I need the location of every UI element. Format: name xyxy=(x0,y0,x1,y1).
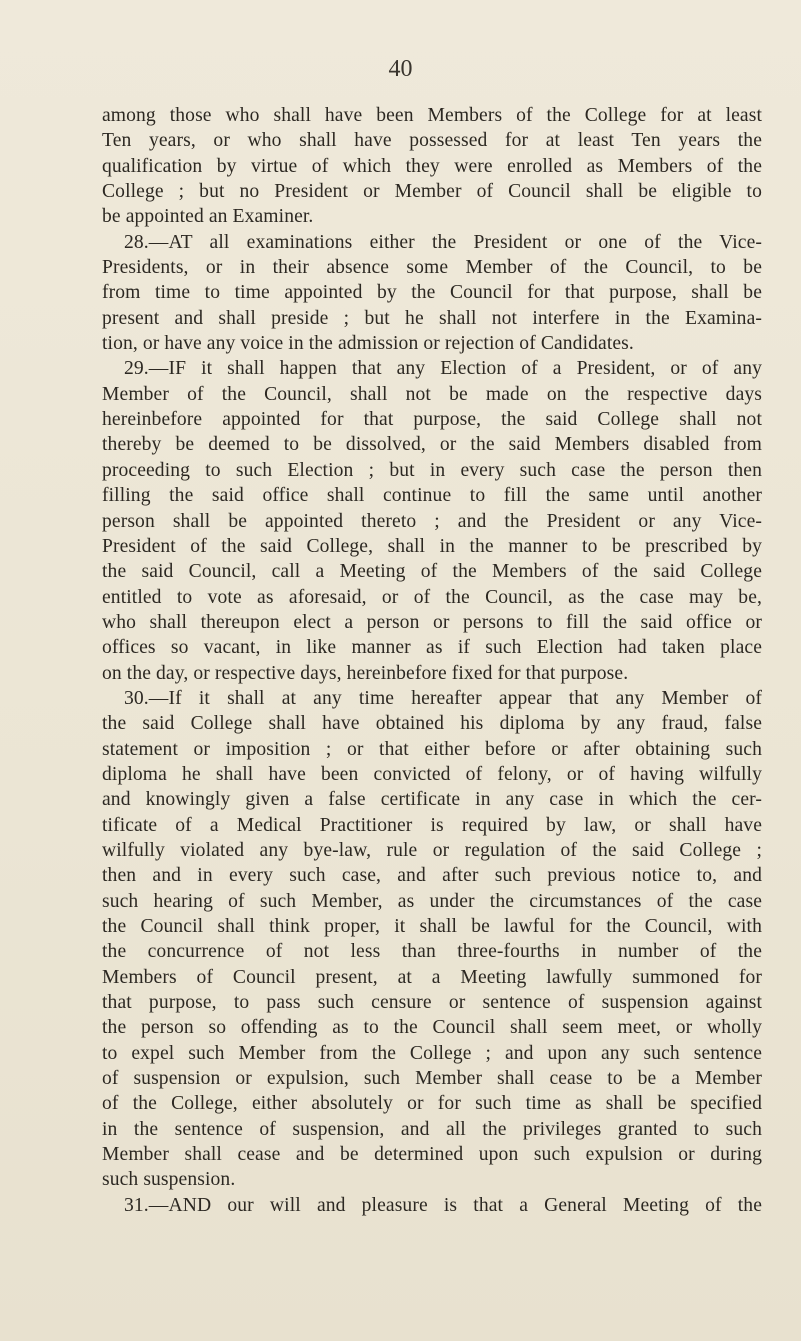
text-line: who shall thereupon elect a person or persons to fill the said office or xyxy=(102,611,762,633)
text-line: such hearing of such Member, as under the circumstances of the case xyxy=(102,890,762,912)
text-line: 28.—AT all examinations either the President or one of the Vice- xyxy=(124,231,762,253)
text-line: Members of Council present, at a Meeting lawfully summoned for xyxy=(102,966,762,988)
text-line: and knowingly given a false certificate in any case in which the cer- xyxy=(102,789,762,811)
text-line: be appointed an Examiner. xyxy=(102,206,314,228)
text-line: President of the said College, shall in the manner to be prescribed by xyxy=(102,535,762,557)
text-line: 29.—IF it shall happen that any Election of a President, or of any xyxy=(124,358,762,380)
text-line: the said College shall have obtained his diploma by any fraud, false xyxy=(102,713,762,735)
text-line: then and in every such case, and after such previous notice to, and xyxy=(102,865,762,887)
text-line: Member of the Council, shall not be made on the respective days xyxy=(102,383,762,405)
text-line: person shall be appointed thereto ; and the President or any Vice- xyxy=(102,510,762,532)
page-number: 40 xyxy=(388,56,413,82)
text-line: from time to time appointed by the Council for that purpose, shall be xyxy=(102,282,762,304)
text-line: the said Council, call a Meeting of the Members of the said College xyxy=(102,561,762,583)
text-line: proceeding to such Election ; but in every such case the person then xyxy=(102,459,762,481)
text-line: statement or imposition ; or that either before or after obtaining such xyxy=(102,738,762,760)
text-line: 30.—If it shall at any time hereafter appear that any Member of xyxy=(124,687,762,709)
text-line: tificate of a Medical Practitioner is required by law, or shall have xyxy=(102,814,762,836)
text-line: filling the said office shall continue to fill the same until another xyxy=(102,485,762,507)
text-line: offices so vacant, in like manner as if such Election had taken place xyxy=(102,637,762,659)
text-line: to expel such Member from the College ; and upon any such sentence xyxy=(102,1042,762,1064)
text-line: that purpose, to pass such censure or sentence of suspension against xyxy=(102,992,762,1014)
text-line: in the sentence of suspension, and all the privileges granted to such xyxy=(102,1118,762,1140)
text-line: hereinbefore appointed for that purpose, the said College shall not xyxy=(102,409,762,431)
text-line: among those who shall have been Members of the College for at least xyxy=(102,105,762,126)
text-line: tion, or have any voice in the admission or rejection of Candidates. xyxy=(102,333,634,355)
text-line: the Council shall think proper, it shall be lawful for the Council, with xyxy=(102,916,762,937)
text-line: College ; but no President or Member of Council shall be eligible to xyxy=(102,181,762,203)
text-line: of the College, either absolutely or for such time as shall be specified xyxy=(102,1093,762,1115)
text-line: such suspension. xyxy=(102,1169,236,1191)
text-line: thereby be deemed to be dissolved, or the said Members disabled from xyxy=(102,434,762,456)
text-line: 31.—AND our will and pleasure is that a General Meeting of the xyxy=(124,1194,762,1216)
text-line: of suspension or expulsion, such Member shall cease to be a Member xyxy=(102,1068,762,1090)
body-text xyxy=(102,103,762,1218)
text-line: present and shall preside ; but he shall not interfere in the Examina- xyxy=(102,307,762,329)
text-line: diploma he shall have been convicted of felony, or of having wilfully xyxy=(102,763,762,785)
text-line: Member shall cease and be determined upon such expulsion or during xyxy=(102,1144,762,1166)
text-line: the person so offending as to the Council shall seem meet, or wholly xyxy=(102,1017,762,1039)
text-line: wilfully violated any bye-law, rule or regulation of the said College ; xyxy=(102,839,762,861)
text-line: on the day, or respective days, hereinbefore fixed for that purpose. xyxy=(102,662,629,684)
text-line: qualification by virtue of which they were enrolled as Members of the xyxy=(102,155,762,177)
text-line: entitled to vote as aforesaid, or of the Council, as the case may be, xyxy=(102,586,762,608)
text-line: the concurrence of not less than three-fourths in number of the xyxy=(102,941,762,963)
text-line: Presidents, or in their absence some Member of the Council, to be xyxy=(102,257,762,279)
text-line: Ten years, or who shall have possessed for at least Ten years the xyxy=(102,130,762,152)
